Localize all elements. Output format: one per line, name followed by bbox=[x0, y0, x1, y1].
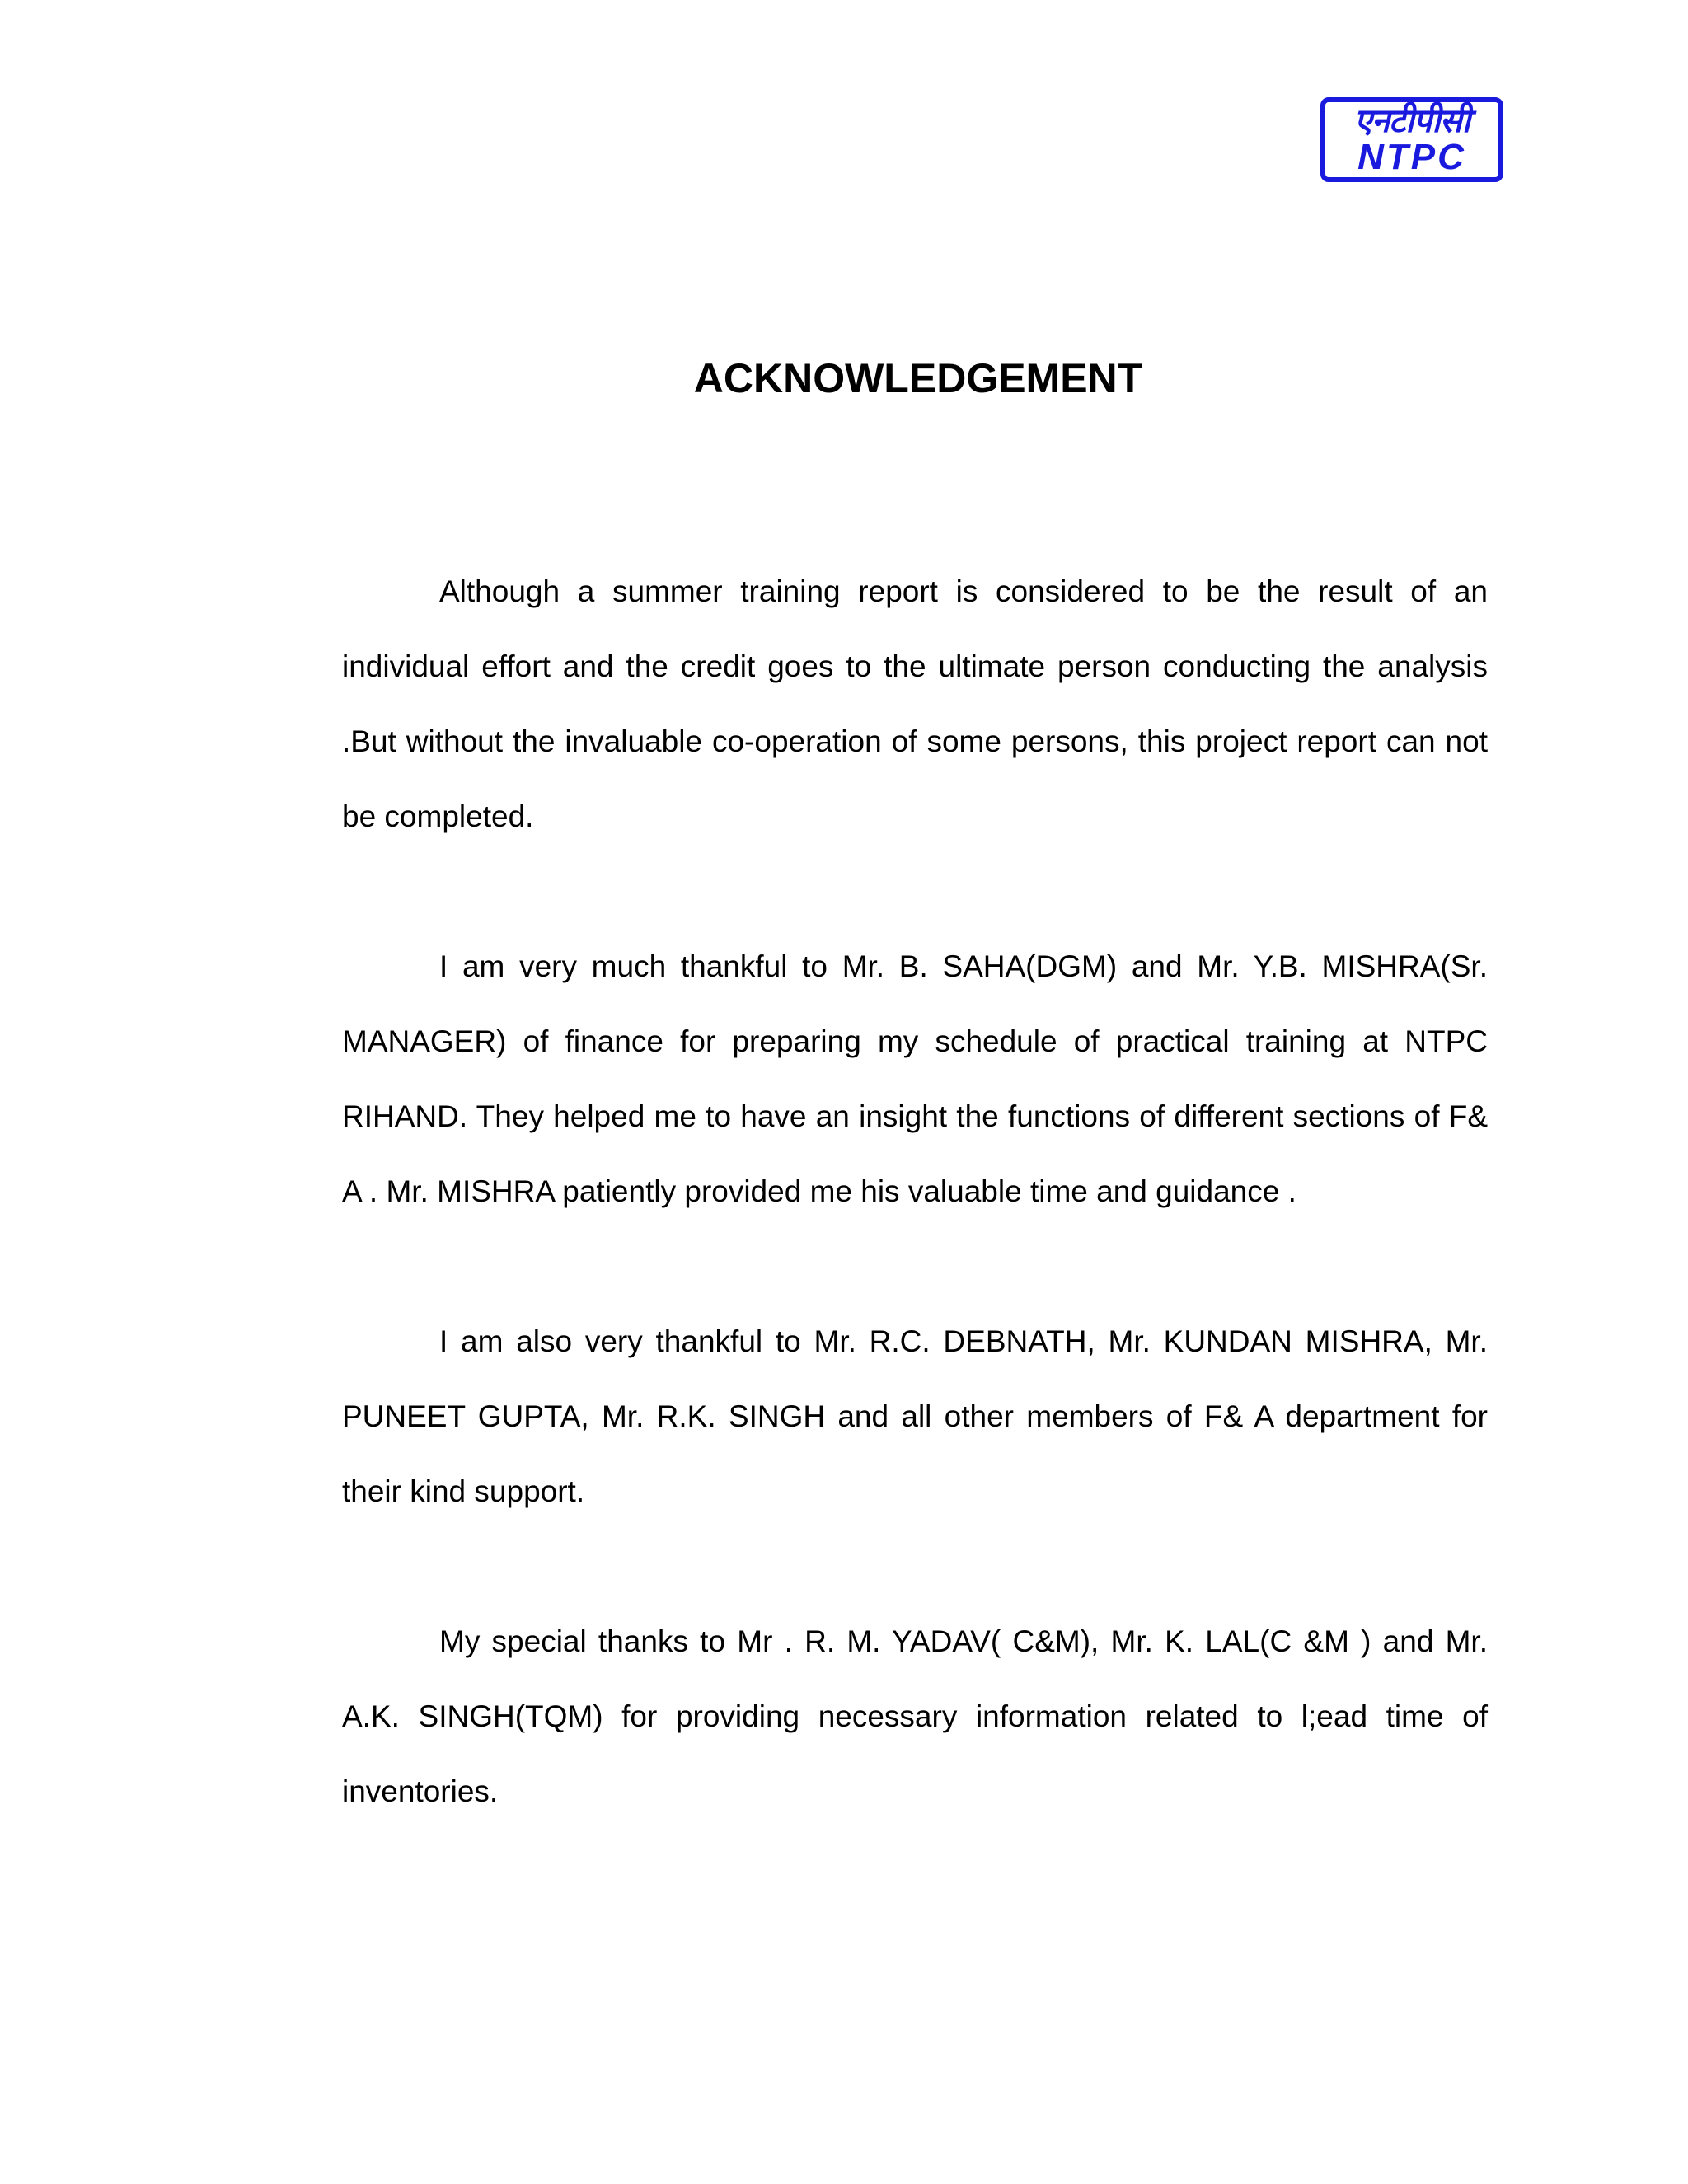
logo-hindi-text: एनटीपीसी bbox=[1353, 101, 1470, 140]
paragraph-2: I am very much thankful to Mr. B. SAHA(DGM) and Mr. Y.B. MISHRA(Sr. MANAGER) of finance for preparing my schedule of practical training at NTPC RIHAND. They helped me to have an insight the functions of different sections of F& A . Mr. MISHRA patiently provided me his valuable time and guidance . bbox=[342, 949, 1488, 1208]
logo-english-text: NTPC bbox=[1357, 136, 1466, 177]
paragraph-1: Although a summer training report is considered to be the result of an individual effort and the credit goes to the ultimate person conducting the analysis .But without the invaluable co-operation of some persons, this project report can not be completed. bbox=[342, 574, 1488, 833]
document-body bbox=[342, 554, 1488, 1904]
paragraph-3: I am also very thankful to Mr. R.C. DEBNATH, Mr. KUNDAN MISHRA, Mr. PUNEET GUPTA, Mr. R.K. SINGH and all other members of F& A department for their kind support. bbox=[342, 1324, 1488, 1508]
page-title: ACKNOWLEDGEMENT bbox=[693, 355, 1143, 401]
paragraph-4: My special thanks to Mr . R. M. YADAV( C&M), Mr. K. LAL(C &M ) and Mr. A.K. SINGH(TQM) for providing necessary information related to l;ead time of inventories. bbox=[342, 1624, 1488, 1808]
ntpc-logo bbox=[1320, 97, 1503, 182]
